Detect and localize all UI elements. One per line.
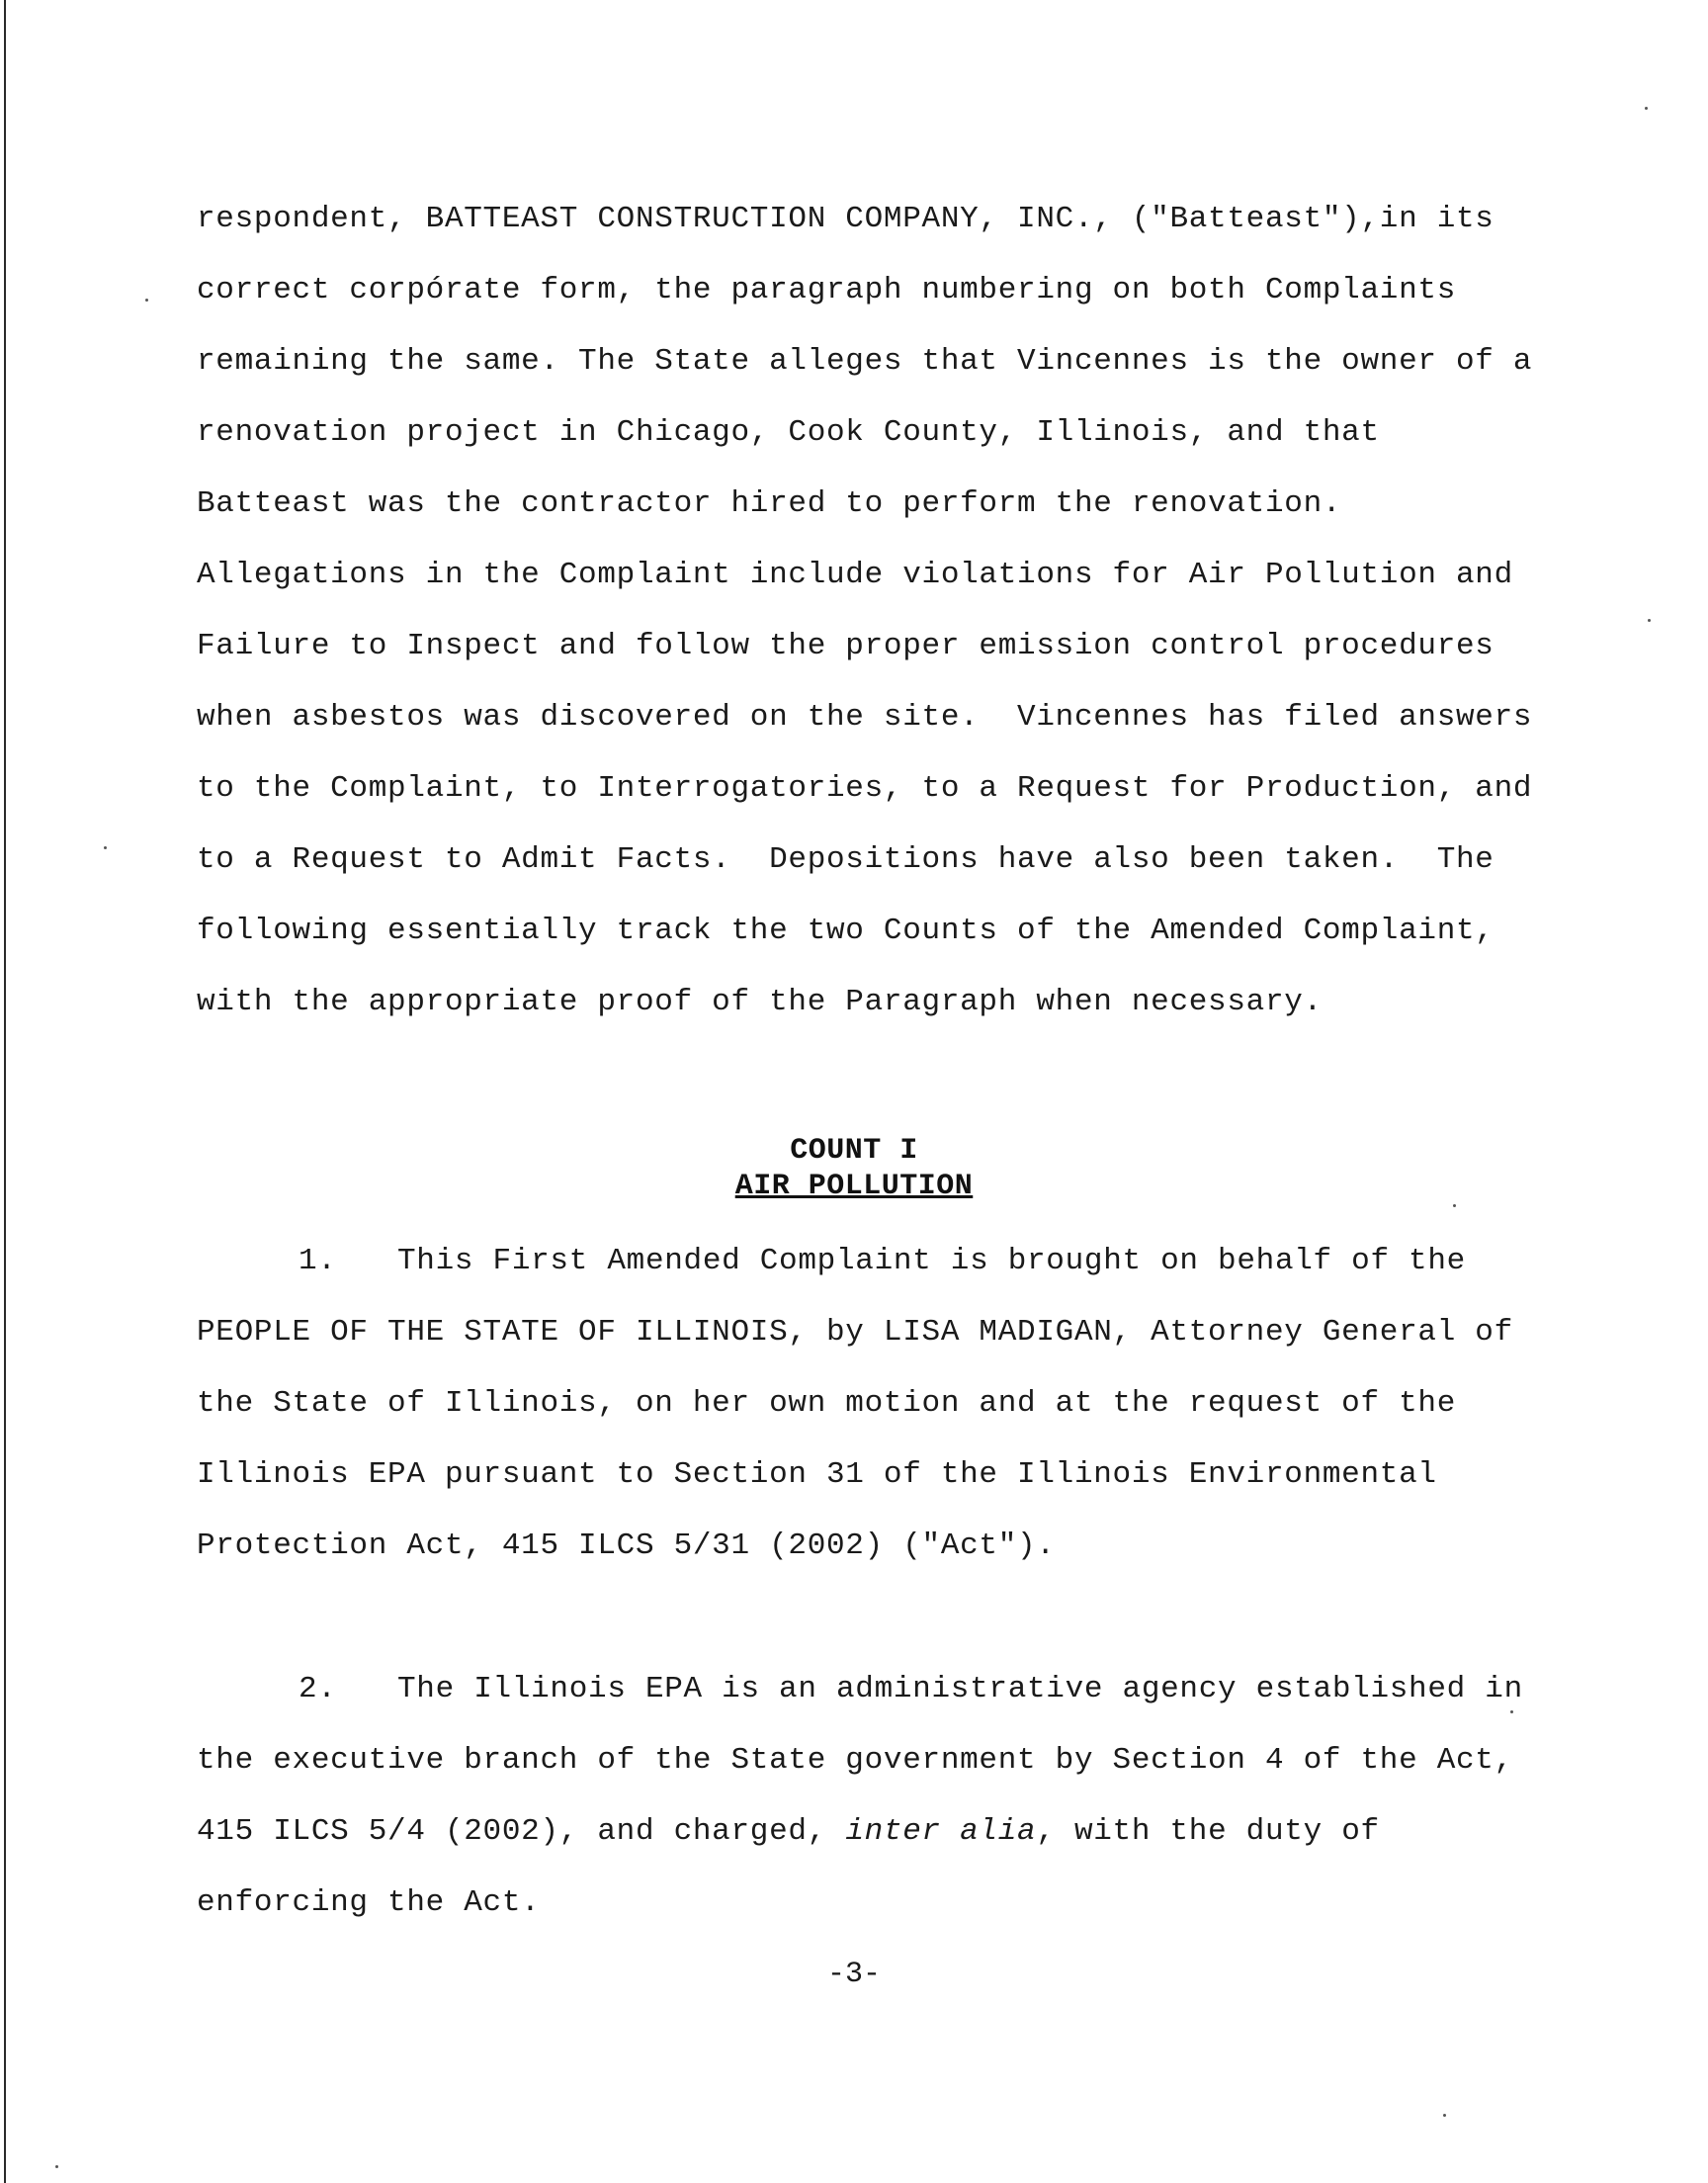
- paragraph-number: 2.: [299, 1672, 337, 1706]
- paragraph-1: [197, 1226, 1541, 1582]
- scan-speck: [1648, 619, 1651, 622]
- paragraph-number: 1.: [299, 1244, 337, 1278]
- page-number: -3-: [826, 1958, 881, 1991]
- scan-speck: [1443, 2114, 1446, 2117]
- scan-speck: [1510, 1710, 1513, 1713]
- scan-speck: [1645, 107, 1648, 110]
- paragraph-text: The Illinois EPA is an administrative agency established in the executive branch of the State government by Section 4 of the Act, 415 ILCS 5/4 (2002), and charged,: [197, 1672, 1543, 1849]
- italic-phrase: inter alia: [845, 1814, 1037, 1849]
- scan-speck: [145, 299, 148, 302]
- paragraph-text: This First Amended Complaint is brought on behalf of the PEOPLE OF THE STATE OF ILLINOIS, by LISA MADIGAN, Attorney General of the State of Illinois, on her own motion and at the request of the Illinois EPA pursuant to Section 31 of the Illinois Environmental Protection Act, 415 ILCS 5/31 (2002) ("Act").: [197, 1244, 1533, 1563]
- paragraph-text-end: , with the duty of enforcing the Act.: [197, 1814, 1400, 1920]
- scan-speck: [55, 2165, 58, 2168]
- page-left-edge-line: [4, 0, 6, 2183]
- paragraph-2: [197, 1654, 1541, 1939]
- count-heading: COUNT I: [790, 1134, 918, 1168]
- intro-paragraph: respondent, BATTEAST CONSTRUCTION COMPANY, INC., ("Batteast"),in its correct corpórate form, the paragraph numbering on both Complaints remaining the same. The State alleges that Vincennes is the owner of a renovation project in Chicago, Cook County, Illinois, and that Batteast was the contractor hired to perform the renovation. Allegations in the Complaint include violations for Air Pollution and Failure to Inspect and follow the proper emission control procedures when asbestos was discovered on the site. Vincennes has filed answers to the Complaint, to Interrogatories, to a Request for Production, and to a Request to Admit Facts. Depositions have also been taken. The following essentially track the two Counts of the Amended Complaint, with the appropriate proof of the Paragraph when necessary.: [197, 202, 1552, 1019]
- scan-speck: [1453, 1204, 1456, 1207]
- scan-speck: [104, 846, 107, 849]
- count-subheading: AIR POLLUTION: [734, 1170, 974, 1203]
